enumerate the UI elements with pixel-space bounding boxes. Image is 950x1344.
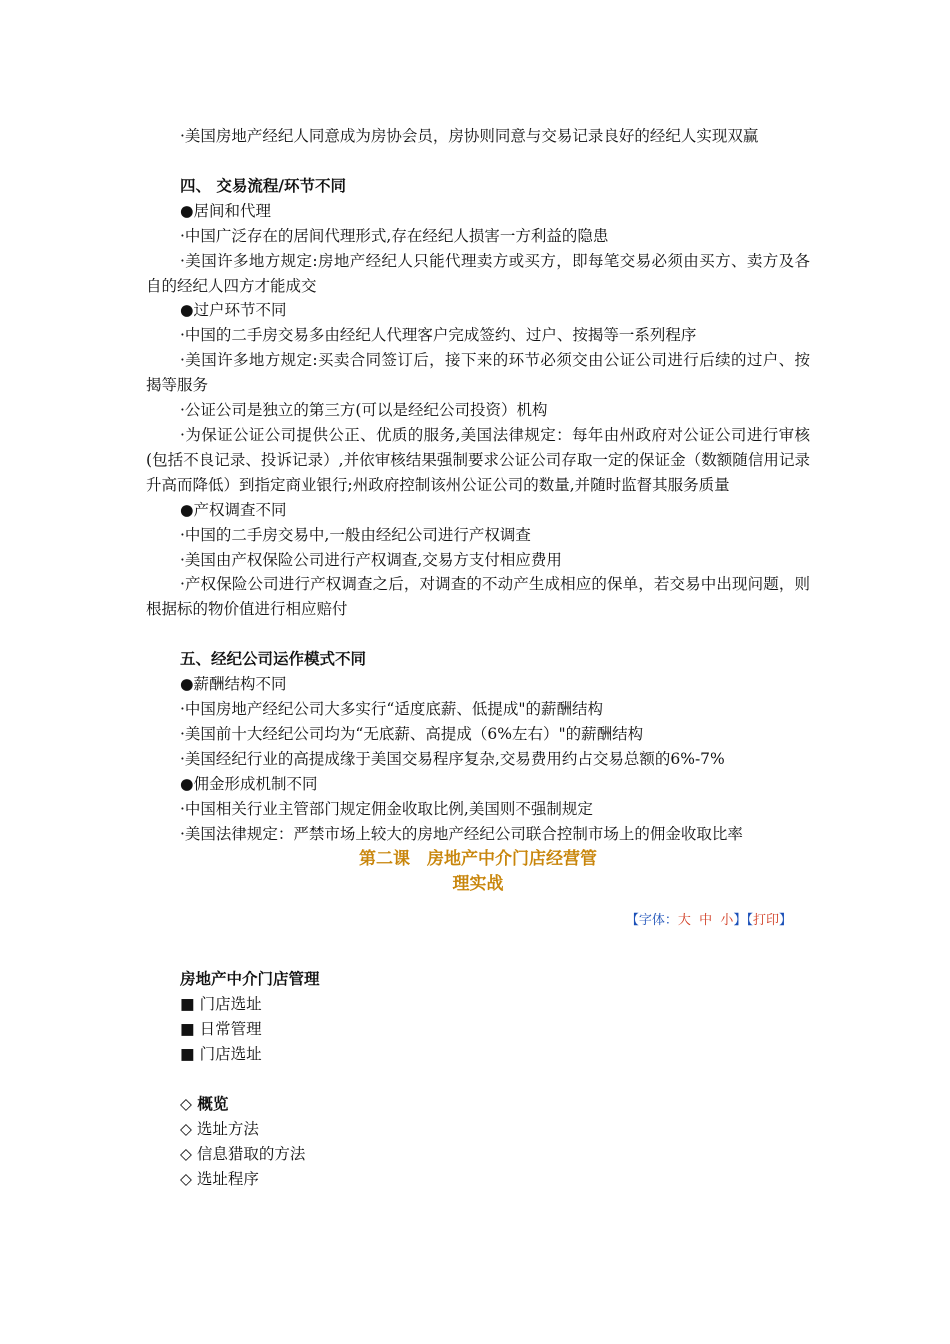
section4-item: ·美国许多地方规定:买卖合同签订后，接下来的环节必须交由公证公司进行后续的过户、按揭等服务 (146, 351, 810, 395)
document-page (146, 124, 810, 1192)
store-mgmt-heading: 房地产中介门店管理 (180, 969, 320, 989)
overview-heading: ◇ 概览 (180, 1094, 229, 1114)
section5-item: ·中国房地产经纪公司大多实行“适度底薪、低提成"的薪酬结构 (180, 700, 603, 719)
toolbar-bracket-open: 【 (625, 913, 639, 929)
section5-item: ●佣金形成机制不同 (180, 774, 318, 793)
section5-item: ·中国相关行业主管部门规定佣金收取比例,美国则不强制规定 (180, 799, 593, 818)
section5-item: ·美国法律规定：严禁市场上较大的房地产经纪公司联合控制市场上的佣金收取比率 (180, 824, 743, 843)
section4-item: ·美国许多地方规定:房地产经纪人只能代理卖方或买方，即每笔交易必须由买方、卖方及各自的经纪人四方才能成交 (146, 251, 810, 295)
font-size-medium-link[interactable]: 中 (699, 913, 713, 929)
lesson-title-line1: 第二课 房地产中介门店经营管 (359, 849, 597, 870)
intro-line: ·美国房地产经纪人同意成为房协会员，房协则同意与交易记录良好的经纪人实现双赢 (180, 127, 759, 145)
lesson-title-line2: 理实战 (452, 874, 504, 895)
print-bracket-open: 【 (746, 913, 753, 929)
section5-item: ·美国经纪行业的高提成缘于美国交易程序复杂,交易费用约占交易总额的6%-7% (180, 749, 725, 768)
section4-item: ·为保证公证公司提供公正、优质的服务,美国法律规定：每年由州政府对公证公司进行审核(包括不良记录、投诉记录）,并依审核结果强制要求公证公司存取一定的保证金（数额随信用记录升高而降低）到指定商业银行;州政府控制该州公证公司的数量,并随时监督其服务质量 (146, 425, 810, 494)
font-print-toolbar (146, 911, 810, 931)
print-link[interactable]: 打印 (752, 913, 779, 929)
font-size-small-link[interactable]: 小 (720, 913, 734, 929)
overview-item: ◇ 选址方法 (180, 1120, 259, 1138)
lesson-title (146, 847, 810, 897)
section4-item: ●居间和代理 (180, 201, 272, 220)
section5-heading: 五、经纪公司运作模式不同 (180, 649, 367, 669)
section4-item: ·产权保险公司进行产权调查之后，对调查的不动产生成相应的保单，若交易中出现问题，则根据标的物价值进行相应赔付 (146, 575, 810, 619)
section4-item: ·公证公司是独立的第三方(可以是经纪公司投资）机构 (180, 401, 548, 420)
section4-item: ·美国由产权保险公司进行产权调查,交易方支付相应费用 (180, 550, 562, 569)
toolbar-bracket-close: 】 (733, 913, 747, 929)
overview-item: ◇ 选址程序 (180, 1169, 259, 1188)
store-mgmt-item: ■ 日常管理 (180, 1020, 262, 1039)
section4-item: ●过户环节不同 (180, 301, 287, 320)
section4-item: ·中国的二手房交易中,一般由经纪公司进行产权调查 (180, 525, 531, 544)
print-bracket-close: 】 (778, 913, 792, 929)
font-size-large-link[interactable]: 大 (677, 913, 691, 929)
section4-item: ·中国广泛存在的居间代理形式,存在经纪人损害一方利益的隐患 (180, 226, 609, 245)
section4-heading: 四、 交易流程/环节不同 (180, 175, 347, 195)
section5-item: ·美国前十大经纪公司均为“无底薪、高提成（6%左右）"的薪酬结构 (180, 724, 644, 743)
store-mgmt-item: ■ 门店选址 (180, 1045, 262, 1064)
section4-item: ·中国的二手房交易多由经纪人代理客户完成签约、过户、按揭等一系列程序 (180, 326, 697, 345)
store-mgmt-item: ■ 门店选址 (180, 995, 262, 1014)
section4-item: ●产权调查不同 (180, 500, 287, 519)
font-size-label: 字体： (638, 913, 678, 929)
section5-item: ●薪酬结构不同 (180, 675, 287, 694)
overview-item: ◇ 信息猎取的方法 (180, 1144, 306, 1163)
